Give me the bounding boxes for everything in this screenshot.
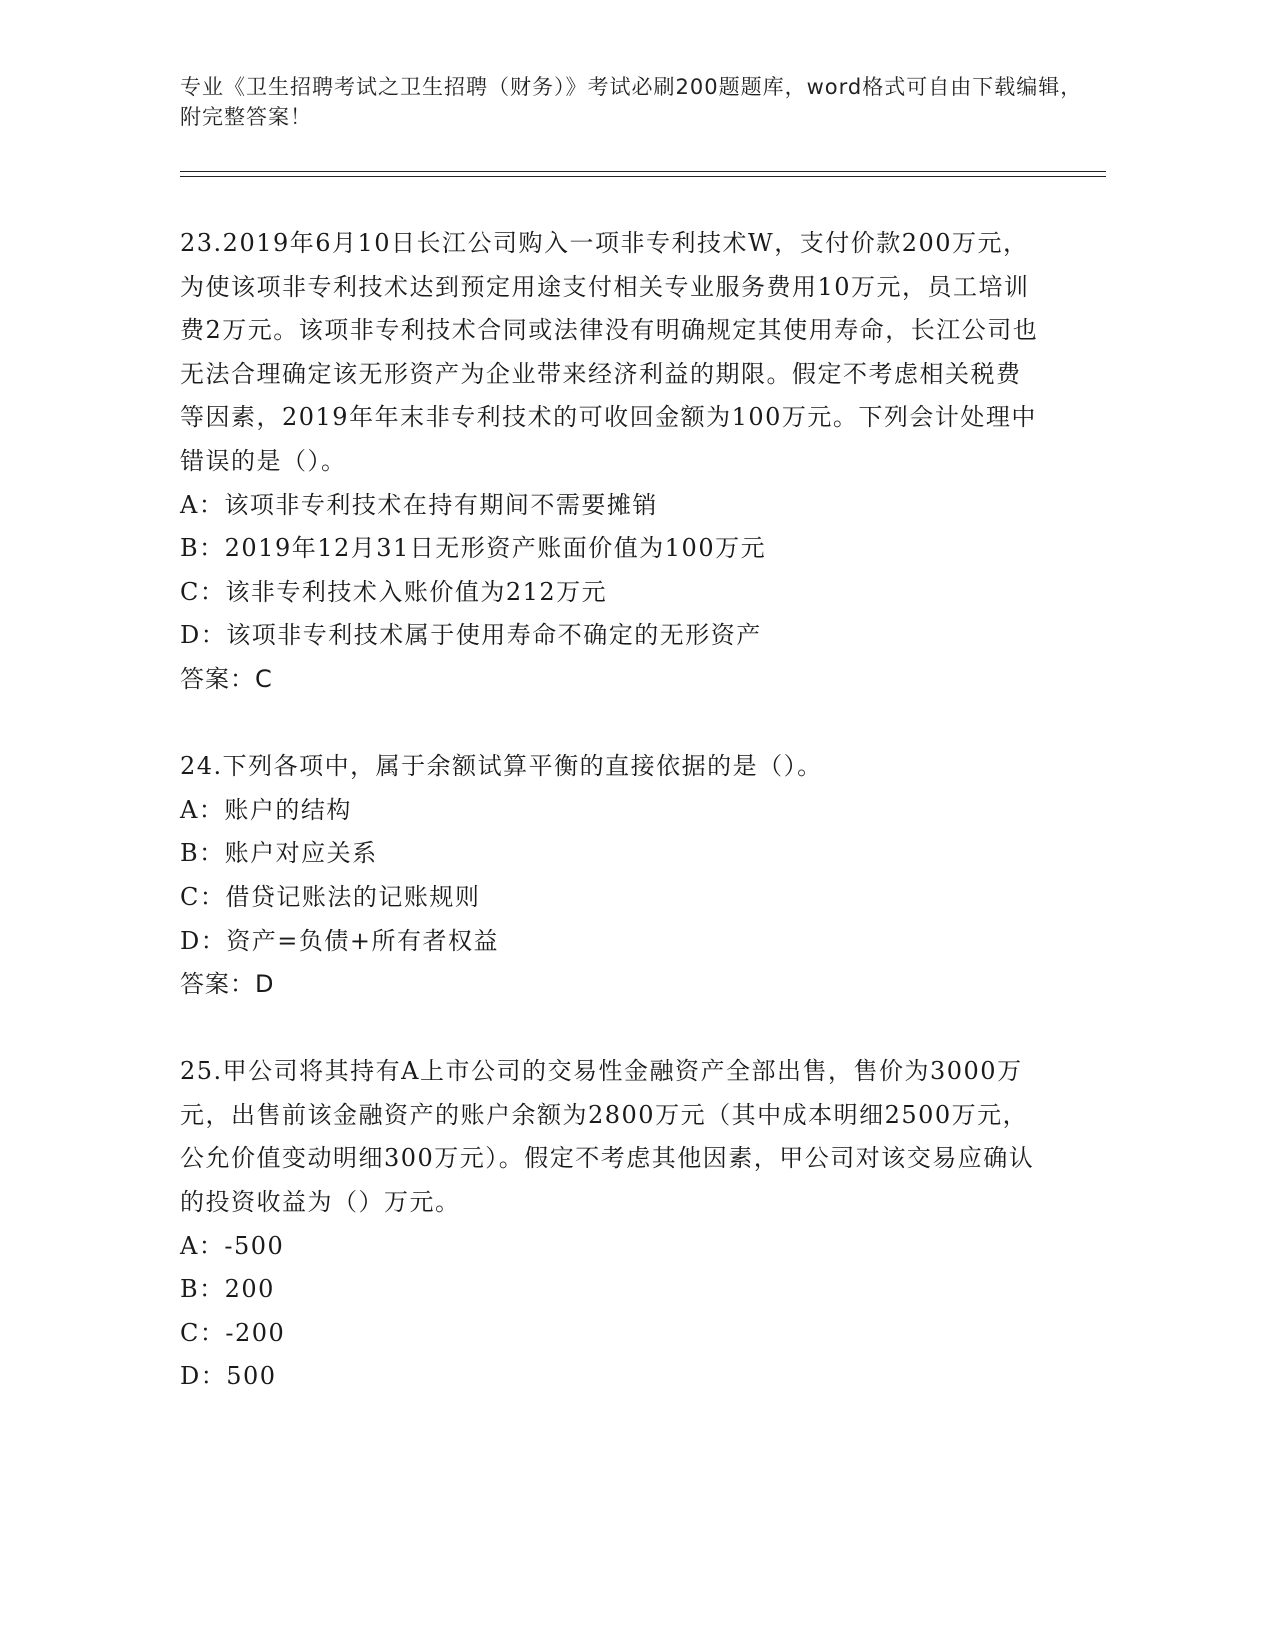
option-c: C：-200 xyxy=(180,1318,286,1347)
question-24 xyxy=(180,745,1040,1007)
header-rule-top xyxy=(180,171,1106,172)
option-c: C：借贷记账法的记账规则 xyxy=(180,882,481,911)
option-b: B：2019年12月31日无形资产账面价值为100万元 xyxy=(180,534,767,563)
question-stem: 23.2019年6月10日长江公司购入一项非专利技术W，支付价款200万元，为使该项非专利技术达到预定用途支付相关专业服务费用10万元，员工培训费2万元。该项非专利技术合同或法律没有明确规定其使用寿命，长江公司也无法合理确定该无形资产为企业带来经济利益的期限。假定不考虑相关税费等因素，2019年年末非专利技术的可收回金额为100万元。下列会计处理中错误的是（）。 xyxy=(180,229,1039,475)
option-b: B：账户对应关系 xyxy=(180,839,378,868)
option-d: D：500 xyxy=(180,1362,277,1391)
option-b: B：200 xyxy=(180,1275,275,1304)
question-list xyxy=(180,222,1040,1399)
question-25 xyxy=(180,1050,1040,1399)
option-d: D：资产=负债+所有者权益 xyxy=(180,926,499,955)
option-a: A：账户的结构 xyxy=(180,795,352,824)
answer: 答案：D xyxy=(180,970,275,999)
header-rule-bottom xyxy=(180,176,1106,177)
option-d: D：该项非专利技术属于使用寿命不确定的无形资产 xyxy=(180,621,762,650)
answer: 答案：C xyxy=(180,664,273,693)
option-a: A：该项非专利技术在持有期间不需要摊销 xyxy=(180,490,658,519)
question-stem: 25.甲公司将其持有A上市公司的交易性金融资产全部出售，售价为3000万元，出售前该金融资产的账户余额为2800万元（其中成本明细2500万元，公允价值变动明细300万元）。假定不考虑其他因素，甲公司对该交易应确认的投资收益为（）万元。 xyxy=(180,1057,1035,1217)
option-a: A：-500 xyxy=(180,1231,285,1260)
question-23 xyxy=(180,222,1040,702)
spacer xyxy=(180,702,1040,746)
spacer xyxy=(180,1007,1040,1051)
document-header: 专业《卫生招聘考试之卫生招聘（财务）》考试必刷200题题库，word格式可自由下载编辑，附完整答案！ xyxy=(180,75,1083,129)
question-stem: 24.下列各项中，属于余额试算平衡的直接依据的是（）。 xyxy=(180,752,823,781)
option-c: C：该非专利技术入账价值为212万元 xyxy=(180,577,608,606)
